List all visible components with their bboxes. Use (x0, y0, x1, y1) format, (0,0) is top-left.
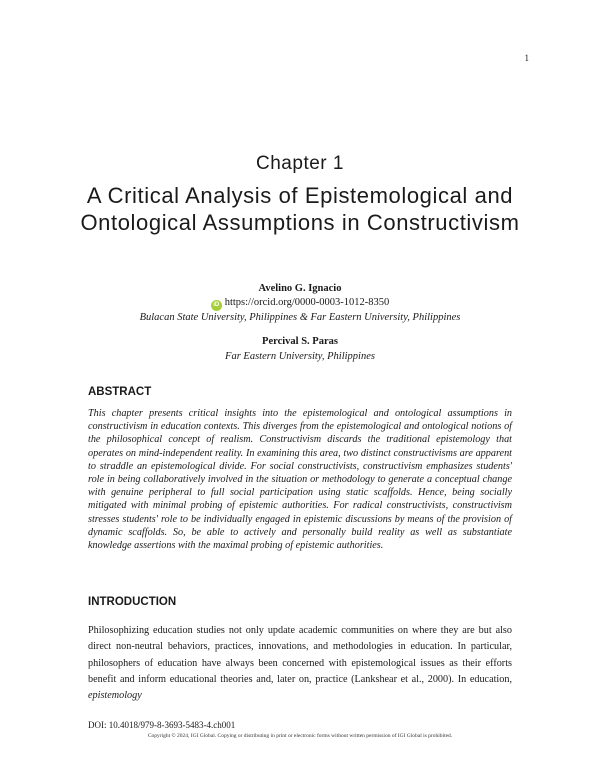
introduction-text: Philosophizing education studies not only update academic communities on where they are but also direct non-neutral behaviors, practices, innovations, and methodologies in education. In particular, philosophers of education have always been concerned with epistemological issues as their efforts benefit and inform educational theories and, later on, practice (Lankshear et al., 2000). In education, (88, 625, 512, 685)
author-name: Avelino G. Ignacio (258, 283, 342, 294)
introduction-heading: INTRODUCTION (88, 596, 177, 608)
page-number: 1 (524, 53, 529, 63)
doi: DOI: 10.4018/979-8-3693-5483-4.ch001 (88, 720, 236, 730)
orcid-link[interactable]: https://orcid.org/0000-0003-1012-8350 (224, 297, 390, 308)
author-name: Percival S. Paras (262, 336, 338, 347)
orcid-icon: iD (211, 300, 222, 311)
author-affiliation: Far Eastern University, Philippines (225, 351, 375, 362)
author-affiliation: Bulacan State University, Philippines & Far Eastern University, Philippines (139, 312, 461, 323)
chapter-title: A Critical Analysis of Epistemological and Ontological Assumptions in Constructivism (80, 183, 520, 235)
author-orcid[interactable] (0, 297, 600, 311)
copyright-notice: Copyright © 2024, IGI Global. Copying or distributing in print or electronic forms without written permission of IGI Global is prohibited. (147, 733, 453, 739)
introduction-body (88, 623, 512, 704)
chapter-label: Chapter 1 (256, 153, 344, 174)
abstract-heading: ABSTRACT (88, 386, 152, 398)
abstract-body: This chapter presents critical insights into the epistemological and ontological assumptions in constructivism in education contexts. This diverges from the epistemological and ontological notions of the philosophical concept of realism. Constructivism discards the traditional epistemology that operates on mind-independent reality. In examining this area, two distinct constructivisms are apparent to straddle an epistemological divide. For social constructivists, constructivism emphasizes students' role in being collaboratively involved in the situation or methodology to generate a conceptual change with genuine peripheral to full social participation using static scaffolds. Hence, being socially mitigated with minimal probing of epistemic authorities. For radical constructivists, constructivism stresses students' role to be individually engaged in epistemic discussions by means of the provision of dynamic scaffolds. So, be able to actively and personally build reality as well as substantiate knowledge assertions with the maximal probing of epistemic authorities. (88, 408, 512, 552)
introduction-trailing-term: epistemology (88, 690, 142, 702)
